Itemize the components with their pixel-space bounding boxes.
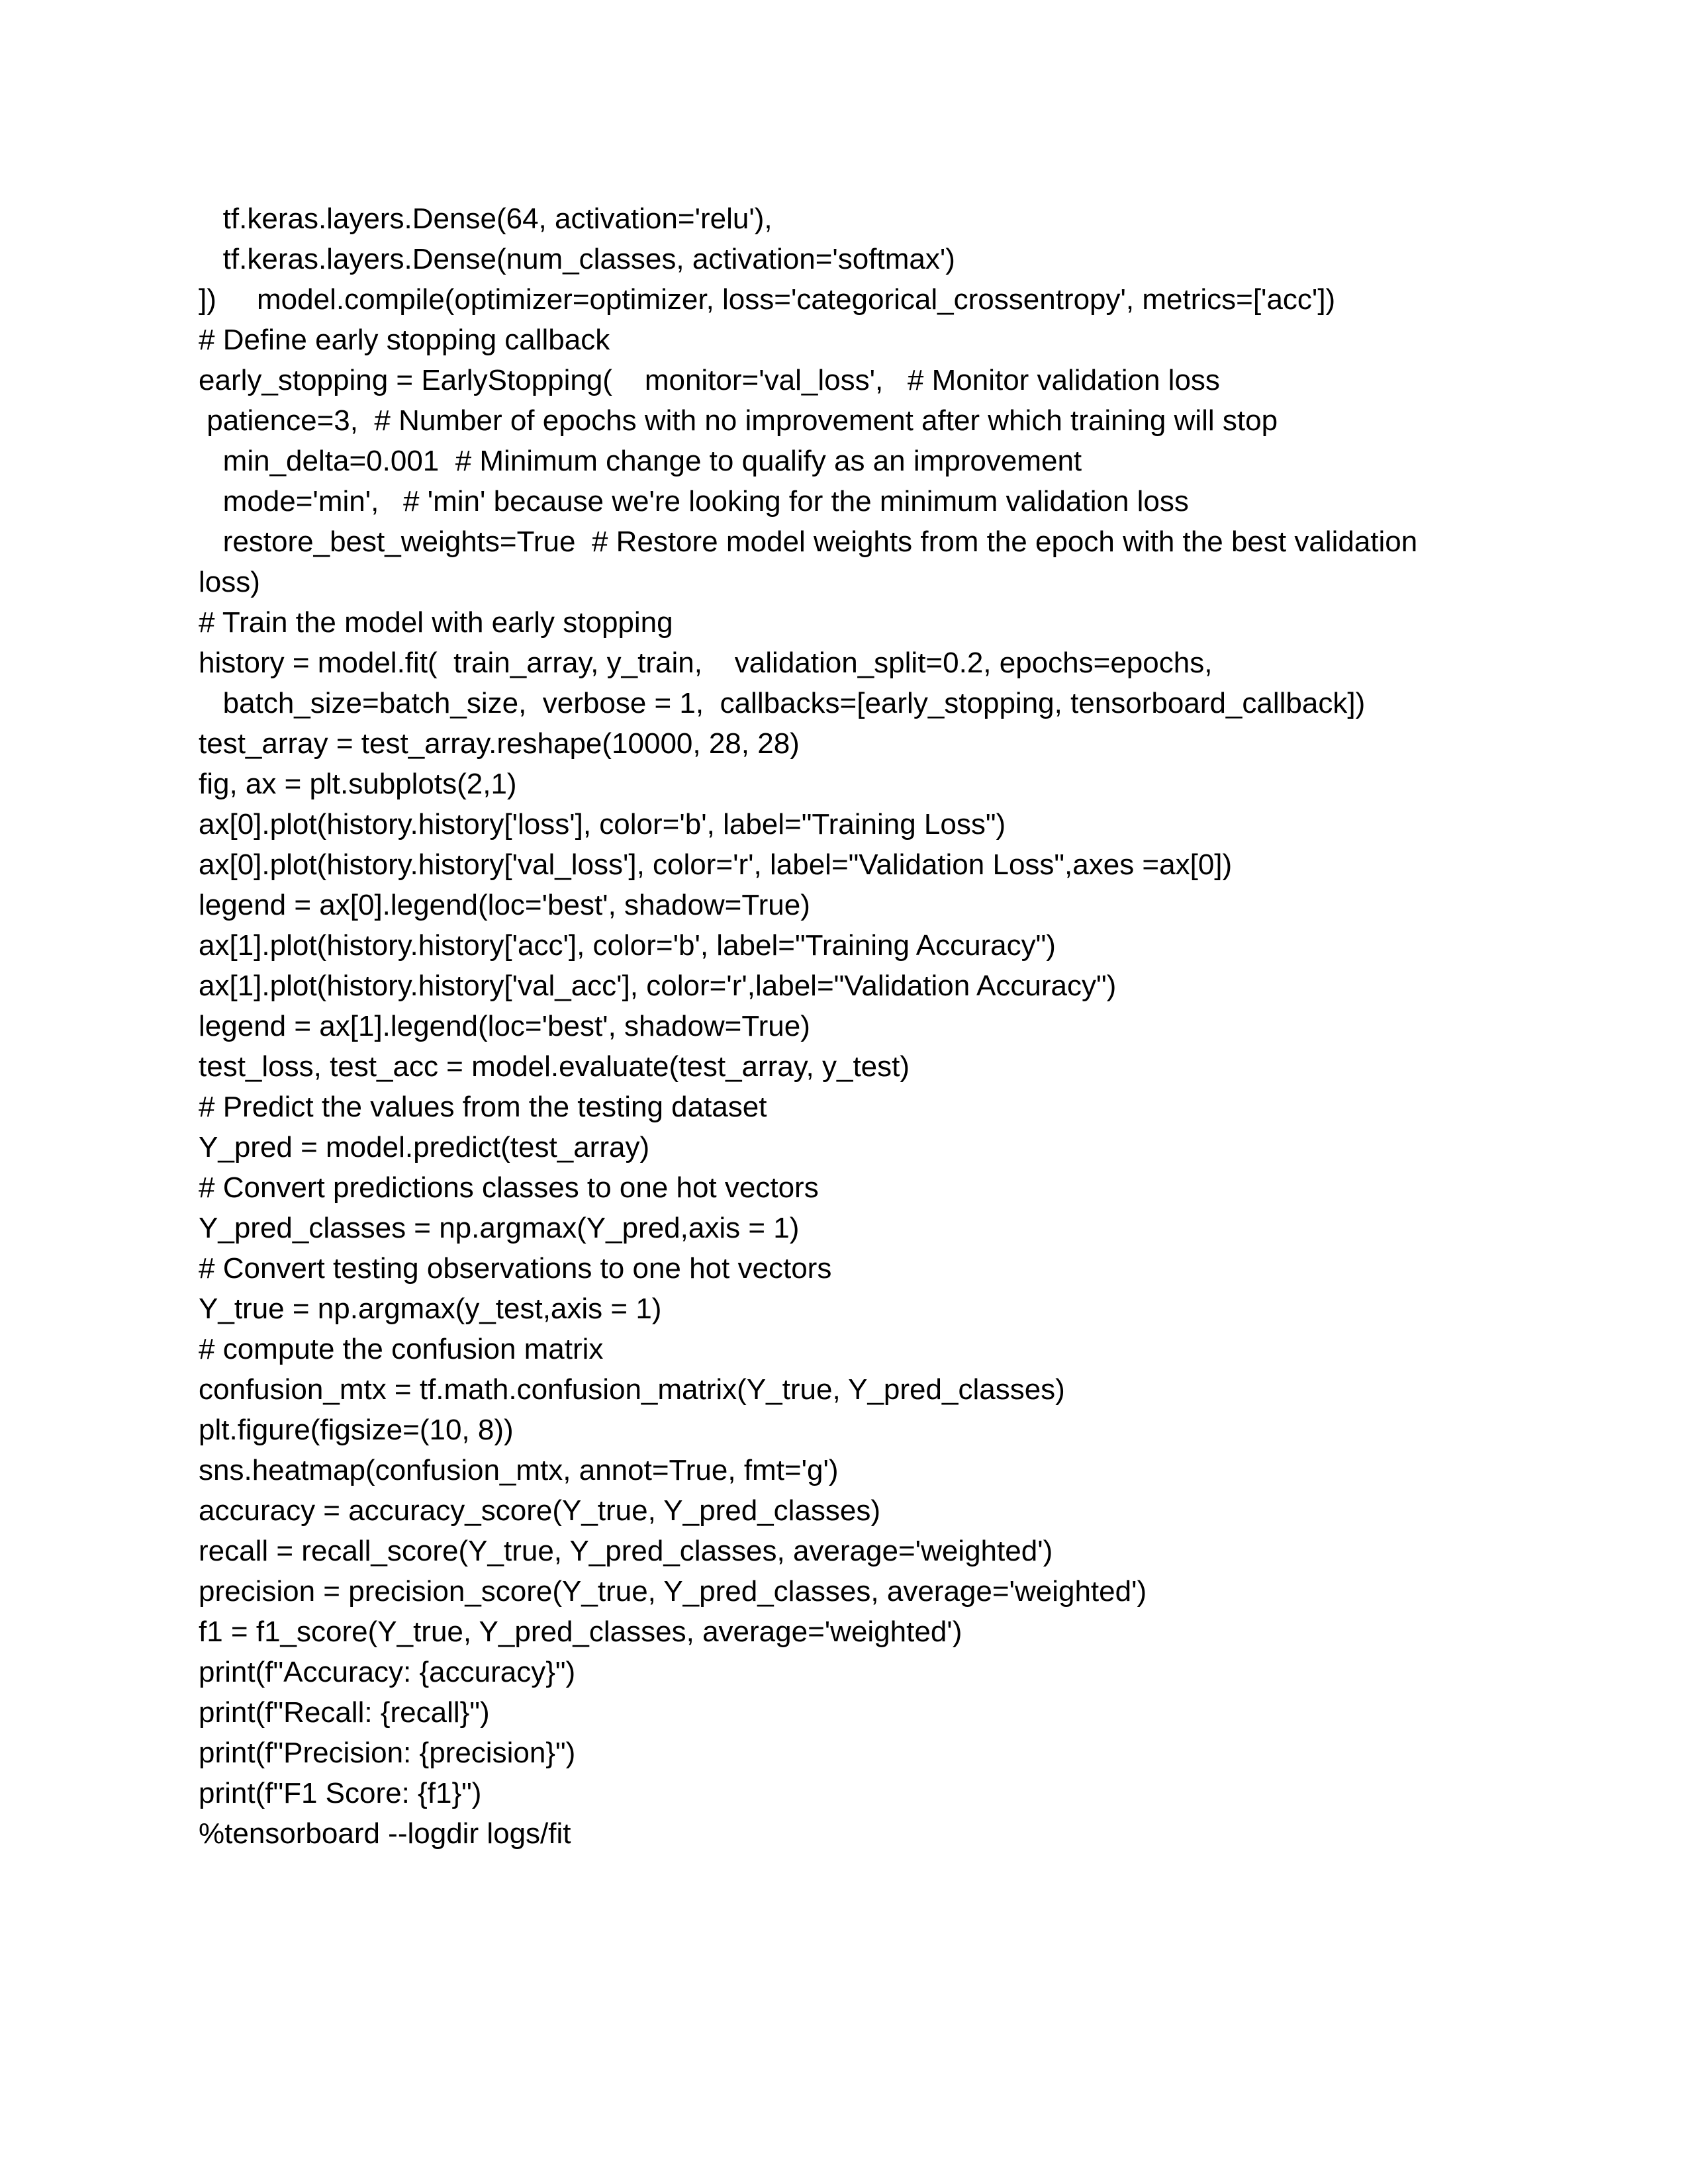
code-line: patience=3, # Number of epochs with no improvement after which training will stop — [199, 404, 1278, 437]
code-line: precision = precision_score(Y_true, Y_pred_classes, average='weighted') — [199, 1575, 1147, 1608]
code-line: loss) — [199, 566, 260, 598]
code-line: batch_size=batch_size, verbose = 1, callbacks=[early_stopping, tensorboard_callback]) — [199, 687, 1366, 719]
code-line: history = model.fit( train_array, y_train, validation_split=0.2, epochs=epochs, — [199, 647, 1213, 679]
code-line: Y_pred_classes = np.argmax(Y_pred,axis = 1) — [199, 1212, 800, 1244]
code-line: print(f"F1 Score: {f1}") — [199, 1777, 482, 1809]
code-line: ax[0].plot(history.history['val_loss'], color='r', label="Validation Loss",axes =ax[0]) — [199, 848, 1233, 881]
code-line: tf.keras.layers.Dense(64, activation='relu'), — [199, 203, 773, 235]
code-line: print(f"Precision: {precision}") — [199, 1737, 576, 1769]
code-line: sns.heatmap(confusion_mtx, annot=True, fmt='g') — [199, 1454, 839, 1486]
code-line: recall = recall_score(Y_true, Y_pred_classes, average='weighted') — [199, 1535, 1053, 1567]
code-line: early_stopping = EarlyStopping( monitor='val_loss', # Monitor validation loss — [199, 364, 1220, 396]
code-line: ax[1].plot(history.history['acc'], color='b', label="Training Accuracy") — [199, 929, 1056, 962]
code-line: restore_best_weights=True # Restore model weights from the epoch with the best validation — [199, 525, 1418, 558]
code-line: ]) model.compile(optimizer=optimizer, loss='categorical_crossentropy', metrics=['acc']) — [199, 283, 1336, 316]
code-text-block — [199, 199, 1523, 1854]
code-line: # Define early stopping callback — [199, 324, 610, 356]
code-line: confusion_mtx = tf.math.confusion_matrix(Y_true, Y_pred_classes) — [199, 1373, 1065, 1406]
code-line: %tensorboard --logdir logs/fit — [199, 1817, 571, 1850]
code-line: test_array = test_array.reshape(10000, 28, 28) — [199, 727, 800, 760]
code-line: ax[0].plot(history.history['loss'], color='b', label="Training Loss") — [199, 808, 1006, 841]
code-line: ax[1].plot(history.history['val_acc'], color='r',label="Validation Accuracy") — [199, 970, 1117, 1002]
code-line: # Convert predictions classes to one hot vectors — [199, 1171, 819, 1204]
code-line: # Convert testing observations to one hot vectors — [199, 1252, 832, 1285]
code-line: min_delta=0.001 # Minimum change to qualify as an improvement — [199, 445, 1082, 477]
code-line: print(f"Recall: {recall}") — [199, 1696, 490, 1729]
code-line: tf.keras.layers.Dense(num_classes, activation='softmax') — [199, 243, 955, 275]
code-line: fig, ax = plt.subplots(2,1) — [199, 768, 517, 800]
code-line: # Predict the values from the testing dataset — [199, 1091, 767, 1123]
code-line: legend = ax[0].legend(loc='best', shadow=True) — [199, 889, 810, 921]
code-line: Y_true = np.argmax(y_test,axis = 1) — [199, 1293, 662, 1325]
code-line: # Train the model with early stopping — [199, 606, 673, 639]
code-line: plt.figure(figsize=(10, 8)) — [199, 1414, 514, 1446]
code-line: # compute the confusion matrix — [199, 1333, 604, 1365]
code-line: test_loss, test_acc = model.evaluate(test_array, y_test) — [199, 1050, 910, 1083]
code-line: Y_pred = model.predict(test_array) — [199, 1131, 650, 1163]
code-line: accuracy = accuracy_score(Y_true, Y_pred_classes) — [199, 1494, 881, 1527]
code-line: legend = ax[1].legend(loc='best', shadow=True) — [199, 1010, 810, 1042]
code-line: f1 = f1_score(Y_true, Y_pred_classes, average='weighted') — [199, 1615, 962, 1648]
code-line: mode='min', # 'min' because we're looking for the minimum validation loss — [199, 485, 1189, 518]
code-line: print(f"Accuracy: {accuracy}") — [199, 1656, 576, 1688]
